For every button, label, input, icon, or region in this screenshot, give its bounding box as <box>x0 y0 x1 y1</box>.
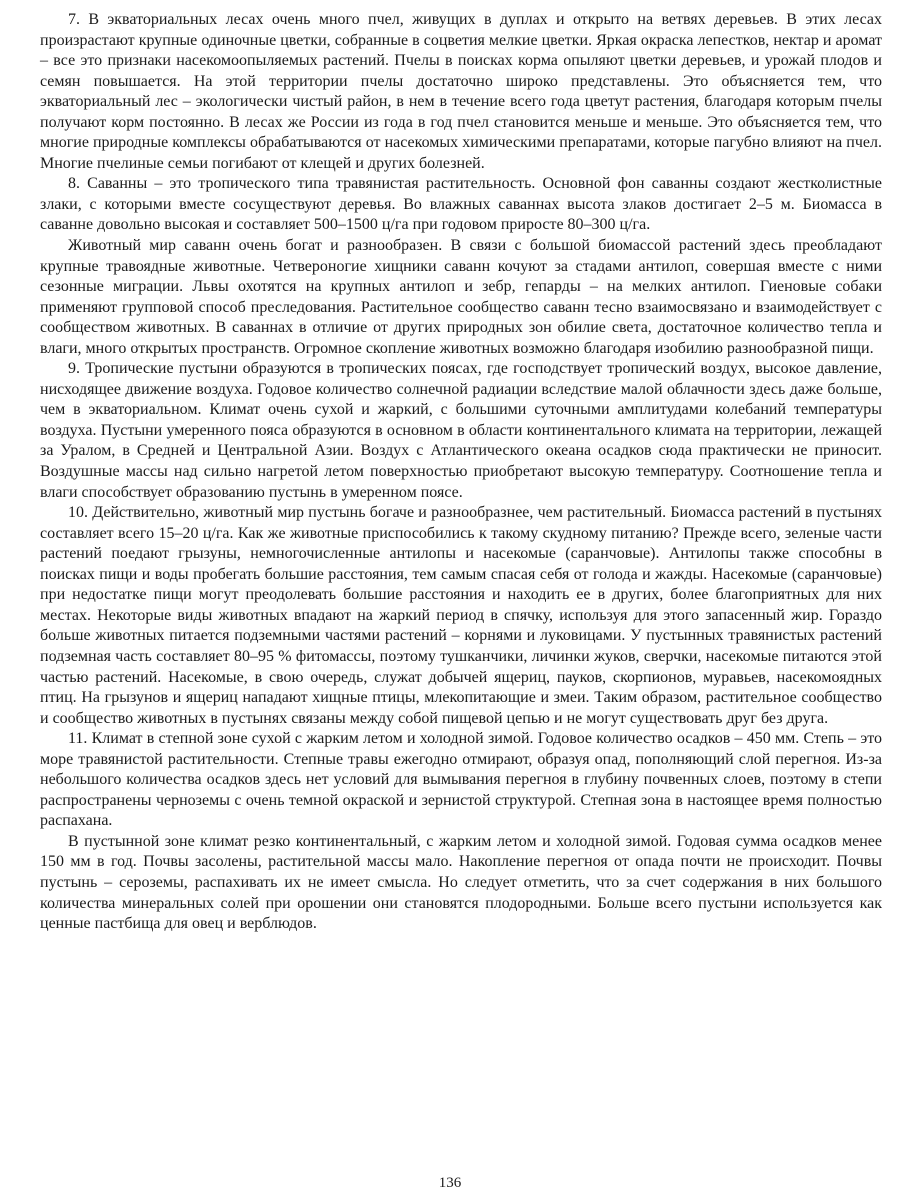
page-number: 136 <box>438 1175 462 1191</box>
paragraph-savanna: 8. Саванны – это тропического типа травянистая растительность. Основной фон саванны создают жестколистные злаки, с которыми вместе сосуществуют деревья. Во влажных саваннах высота злаков достигает 2–5 м. Биомасса в саванне довольно высокая и составляет 500–1500 ц/га при годовом приросте 80–300 ц/га. <box>40 175 882 234</box>
paragraph-tropical-deserts: 9. Тропические пустыни образуются в тропических поясах, где господствует тропический воздух, высокое давление, нисходящее движение воздуха. Годовое количество солнечной радиации вследствие малой облачности здесь даже больше, чем в экваториальном. Климат очень сухой и жаркий, с большими суточными амплитудами колебаний температуры воздуха. Пустыни умеренного пояса образуются в основном в области континентального климата на территории, лежащей за Уралом, в Средней и Центральной Азии. Воздух с Атлантического океана осадков сюда практически не приносит. Воздушные массы над сильно нагретой летом поверхностью приобретают высокую температуру. Соотношение тепла и влаги способствует образованию пустынь в умеренном поясе. <box>40 360 882 501</box>
paragraph-desert-zone: В пустынной зоне климат резко континентальный, с жарким летом и холодной зимой. Годовая сумма осадков менее 150 мм в год. Почвы засолены, растительной массы мало. Накопление перегноя от опада почти не происходит. Почвы пустынь – сероземы, распахивать их не имеет смысла. Но следует отметить, что за счет содержания в них большого количества минеральных солей при орошении они становятся плодородными. Больше всего пустыни используется как ценные пастбища для овец и верблюдов. <box>40 832 882 933</box>
paragraph-savanna-fauna: Животный мир саванн очень богат и разнообразен. В связи с большой биомассой растений здесь преобладают крупные травоядные животные. Четвероногие хищники саванн кочуют за стадами антилоп, совершая вместе с ними сезонные миграции. Львы охотятся на крупных антилоп и зебр, гепарды – на мелких антилоп. Гиеновые собаки применяют групповой способ преследования. Растительное сообщество саванн тесно взаимосвязано и взаимодействует с сообществом животных. В саваннах в отличие от других природных зон обилие света, достаточное количество тепла и влаги, много открытых пространств. Огромное скопление животных возможно благодаря изобилию разнообразной пищи. <box>40 237 882 357</box>
paragraph-desert-fauna: 10. Действительно, животный мир пустынь богаче и разнообразнее, чем растительный. Биомасса растений в пустынях составляет всего 15–20 ц/га. Как же животные приспособились к такому скудному питанию? Прежде всего, зеленые части растений поедают грызуны, немногочисленные антилопы и насекомые (саранчовые). Антилопы также способны в поисках пищи и воды пробегать большие расстояния, тем самым спасая себя от голода и жажды. Насекомые (саранчовые) при недостатке пищи могут преодолевать большие расстояния и находить ее в других, более благоприятных для них местах. Некоторые виды животных впадают на жаркий период в спячку, используя для этого запасенный жир. Гораздо больше животных питается подземными частями растений – корнями и луковицами. У пустынных травянистых растений подземная часть составляет 80–95 % фитомассы, поэтому тушканчики, личинки жуков, сверчки, насекомые питаются этой частью растений. Насекомые, в свою очередь, служат добычей ящериц, пауков, скорпионов, муравьев, насекомоядных птиц. На грызунов и ящериц нападают хищные птицы, млекопитающие и змеи. Таким образом, растительное сообщество и сообщество животных в пустынях связаны между собой пищевой цепью и не могут существовать друг без друга. <box>40 504 882 727</box>
paragraph-bees: 7. В экваториальных лесах очень много пчел, живущих в дуплах и открыто на ветвях деревьев. В этих лесах произрастают крупные одиночные цветки, собранные в соцветия мелкие цветки. Яркая окраска лепестков, нектар и аромат – все это признаки насекомоопыляемых растений. Пчелы в поисках корма опыляют цветки деревьев, и урожай плодов и семян повышается. На этой территории пчелы достаточно широко представлены. Это объясняется тем, что экваториальный лес – экологически чистый район, в нем в течение всего года цветут растения, благодаря которым пчелы получают корм постоянно. В лесах же России из года в год пчел становится меньше и меньше. Это объясняется тем, что многие природные комплексы обрабатываются от насекомых химическими препаратами, которые пагубно влияют на пчел. Многие пчелиные семьи погибают от клещей и других болезней. <box>40 11 882 172</box>
paragraph-steppe: 11. Климат в степной зоне сухой с жарким летом и холодной зимой. Годовое количество осадков – 450 мм. Степь – это море травянистой растительности. Степные травы ежегодно отмирают, образуя опад, пополняющий слой перегноя. Из-за небольшого количества осадков здесь нет условий для вымывания перегноя в глубину почвенных слоев, поэтому в степи распространены черноземы с очень темной окраской и зернистой структурой. Степная зона в настоящее время полностью распахана. <box>40 730 882 830</box>
